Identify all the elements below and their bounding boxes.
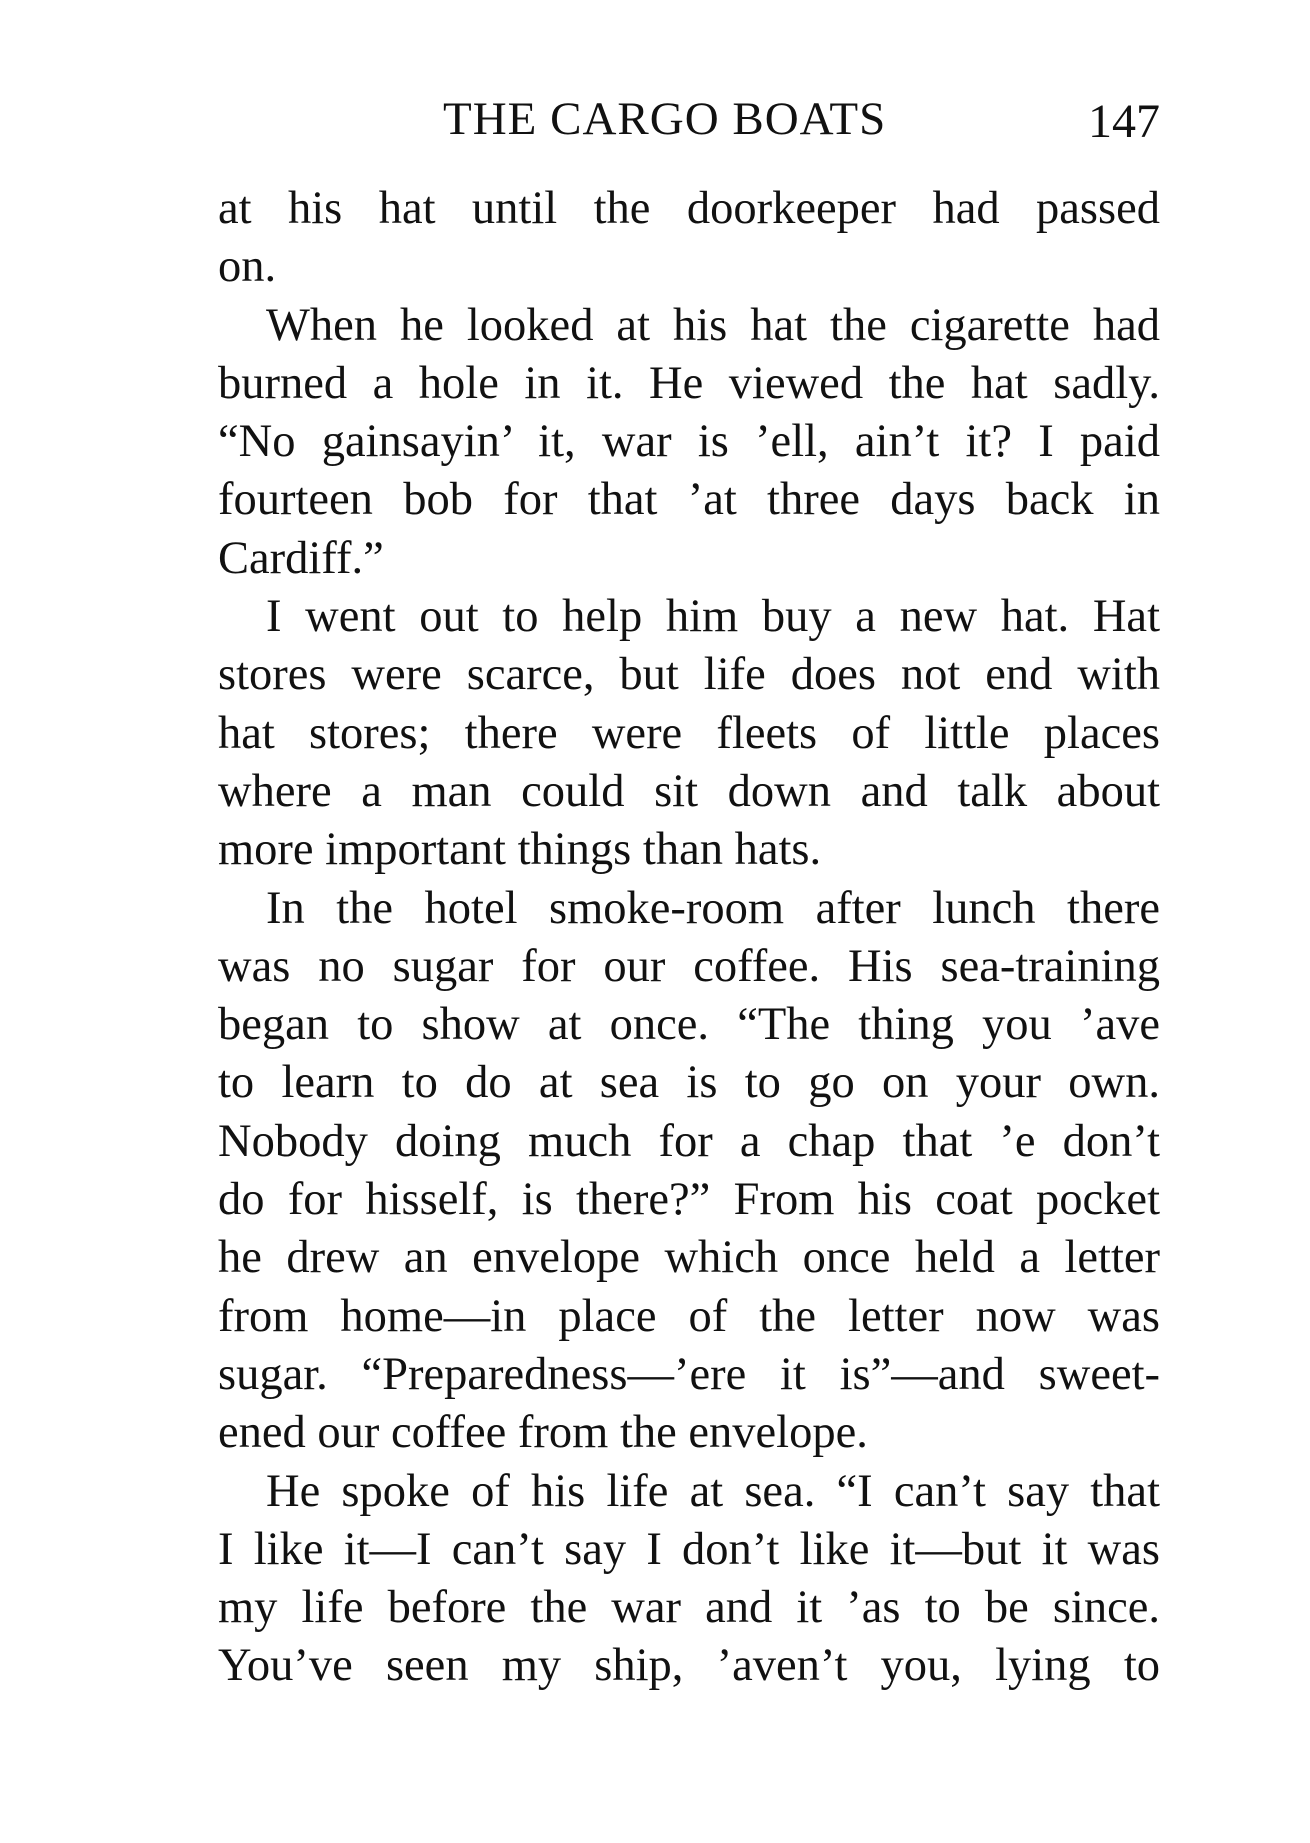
text-line: my life before the war and it ’as to be since. <box>218 1582 1160 1634</box>
text-line: Cardiff.” <box>218 532 384 584</box>
text-line: more important things than hats. <box>218 824 822 876</box>
page-number: 147 <box>1088 95 1160 148</box>
paragraph-start-line: He spoke of his life at sea. “I can’t say that <box>266 1465 1160 1517</box>
running-head <box>218 92 1160 156</box>
text-line: sugar. “Preparedness—’ere it is”—and sweet- <box>218 1348 1160 1400</box>
text-line: do for hisself, is there?” From his coat pocket <box>218 1174 1160 1226</box>
paragraph-start-line: In the hotel smoke-room after lunch there <box>266 882 1160 934</box>
text-line: You’ve seen my ship, ’aven’t you, lying to <box>218 1640 1160 1692</box>
chapter-title: THE CARGO BOATS <box>443 93 887 145</box>
body-text <box>218 180 1160 1696</box>
text-line: he drew an envelope which once held a letter <box>218 1232 1160 1284</box>
text-line: Nobody doing much for a chap that ’e don’t <box>218 1115 1160 1167</box>
text-line: began to show at once. “The thing you ’ave <box>218 999 1160 1051</box>
paragraph-start-line: When he looked at his hat the cigarette had <box>266 299 1160 351</box>
text-line: stores were scarce, but life does not end with <box>218 649 1160 701</box>
text-line: hat stores; there were fleets of little places <box>218 707 1160 759</box>
text-line: fourteen bob for that ’at three days back in <box>218 474 1160 526</box>
text-line: was no sugar for our coffee. His sea-training <box>218 940 1160 992</box>
text-line: to learn to do at sea is to go on your own. <box>218 1057 1160 1109</box>
text-line: ened our coffee from the envelope. <box>218 1407 868 1459</box>
text-line: where a man could sit down and talk about <box>218 765 1160 817</box>
text-line: on. <box>218 241 277 293</box>
text-line: from home—in place of the letter now was <box>218 1290 1160 1342</box>
text-line: burned a hole in it. He viewed the hat sadly. <box>218 357 1160 409</box>
text-line: at his hat until the doorkeeper had passed <box>218 183 1160 234</box>
text-line: “No gainsayin’ it, war is ’ell, ain’t it? I paid <box>218 416 1160 468</box>
paragraph-start-line: I went out to help him buy a new hat. Hat <box>266 591 1160 643</box>
text-line: I like it—I can’t say I don’t like it—but it was <box>218 1523 1160 1575</box>
